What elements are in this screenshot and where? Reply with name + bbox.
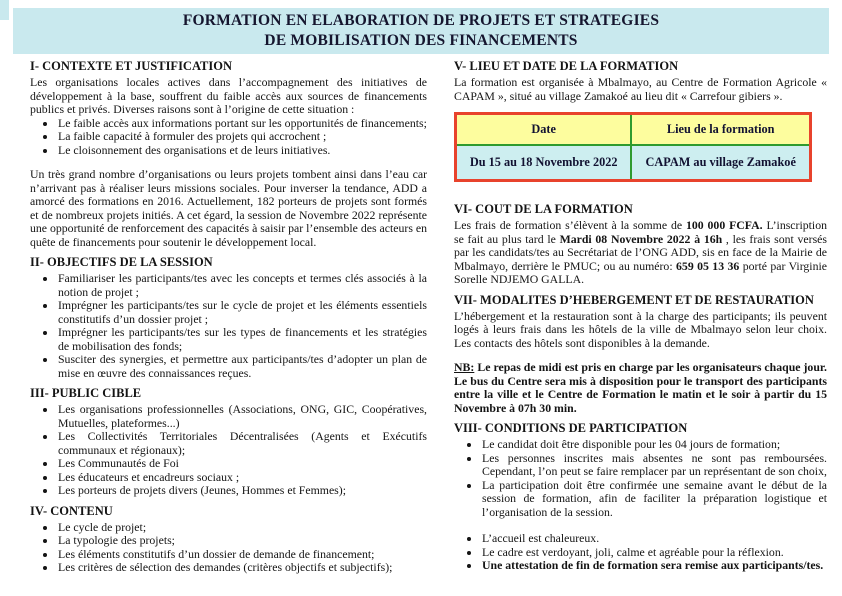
- cout-text: , les frais sont versés par les candidats/tes au Secrétariat de l’ONG ADD, sis en face de la Mairie de Mbalmayo, derrière le PMUC; ou au numéro:: [454, 231, 827, 273]
- bullet-item: • Les personnes inscrites mais absentes ne sont pas remboursées. Cependant, l’on peut se faire remplacer par un représentant de son choix,: [481, 452, 827, 479]
- bullet-item: • L’accueil est chaleureux.: [481, 532, 827, 546]
- list-contexte-raisons: [30, 117, 427, 158]
- cout-text: porté par Virginie Sorelle NDJEMO GALLA.: [454, 258, 827, 286]
- document-title-line2: DE MOBILISATION DES FINANCEMENTS: [264, 32, 578, 49]
- paragraph-lieu-date: La formation est organisée à Mbalmayo, au Centre de Formation Agricole « CAPAM », situé au village Zamakoé au lieu dit « Carrefour gibiers ».: [454, 75, 827, 103]
- bullet-item-attestation: • Une attestation de fin de formation sera remise aux participants/tes.: [481, 559, 827, 573]
- corner-accent-mark: [0, 0, 9, 20]
- bullet-item: • Imprégner les participants/tes sur les types de financements et les stratégies de mobilisation des fonds;: [57, 326, 427, 353]
- heading-lieu-date: V- LIEU ET DATE DE LA FORMATION: [454, 59, 679, 73]
- paragraph-cout: [454, 219, 827, 287]
- list-contenu: [30, 521, 427, 575]
- bullet-item: • Les critères de sélection des demandes (critères objectifs et subjectifs);: [57, 561, 427, 575]
- heading-conditions: VIII- CONDITIONS DE PARTICIPATION: [454, 421, 688, 435]
- heading-hebergement: VII- MODALITES D’HEBERGEMENT ET DE RESTAURATION: [454, 292, 814, 307]
- bullet-item: • La typologie des projets;: [57, 534, 427, 548]
- paragraph-contexte-intro: Les organisations locales actives dans l’accompagnement des initiatives de développement à la base, souffrent du faible accès aux sources de financements publics et privés. Diverses raisons sont à l’origine de cette situation :: [30, 75, 427, 116]
- table-header-row: [456, 114, 811, 146]
- list-objectifs: [30, 272, 427, 380]
- bullet-item: • Le cadre est verdoyant, joli, calme et agréable pour la réflexion.: [481, 546, 827, 560]
- heading-contexte: I- CONTEXTE ET JUSTIFICATION: [30, 59, 233, 73]
- cout-amount: 100 000 FCFA.: [685, 218, 763, 232]
- bullet-item: • Le candidat doit être disponible pour les 04 jours de formation;: [481, 438, 827, 452]
- cout-deadline: Mardi 08 Novembre 2022 à 16h: [559, 231, 723, 246]
- document-title-line1: FORMATION EN ELABORATION DE PROJETS ET STRATEGIES: [182, 12, 660, 29]
- bullet-item: • Les Collectivités Territoriales Décentralisées (Agents et Exécutifs communaux et régionaux);: [57, 430, 427, 457]
- list-avantages: [454, 532, 827, 573]
- bullet-item: • Les éléments constitutifs d’un dossier de demande de financement;: [57, 548, 427, 562]
- left-column: [30, 57, 427, 596]
- table-header-lieu: Lieu de la formation: [631, 114, 810, 146]
- nb-label: NB:: [454, 360, 475, 374]
- bullet-item: • Familiariser les participants/tes avec les concepts et termes clés associés à la notion de projet ;: [57, 272, 427, 299]
- heading-contenu: IV- CONTENU: [30, 503, 113, 518]
- heading-objectifs: II- OBJECTIFS DE LA SESSION: [30, 255, 213, 269]
- document-body: [30, 57, 827, 596]
- paragraph-contexte-suite: Un très grand nombre d’organisations ou leurs projets tombent ainsi dans l’eau car n’arrivant pas à réaliser leurs missions sociales. Pour inverser la tendance, ADD a amorcé des formations en 2016. Actuellement, 182 porteurs de projets sont formés et de nombreux projets initiés. A cet égard, la session de Novembre 2022 représente une opportunité de renforcement des capacités à saisir par l’ensemble des acteurs en quête de financements pour soutenir le développement local.: [30, 167, 427, 249]
- bullet-item: • Susciter des synergies, et permettre aux participants/tes d’adopter un plan de mise en œuvre des connaissances reçues.: [57, 353, 427, 380]
- bullet-item: • Les porteurs de projets divers (Jeunes, Hommes et Femmes);: [57, 484, 427, 498]
- cout-text: L’inscription se fait au plus tard le: [454, 218, 827, 246]
- table-cell-location: CAPAM au village Zamakoé: [631, 145, 810, 181]
- nb-text: Le repas de midi est pris en charge par les organisateurs chaque jour. Le bus du Centre sera mis à disposition pour le transport des participants entre la ville et le Centre de Formation le matin et le soir à partir du 15 Novembre à 07h 30 min.: [454, 360, 827, 415]
- list-public-cible: [30, 403, 427, 498]
- heading-public-cible: III- PUBLIC CIBLE: [30, 386, 142, 400]
- bullet-item: • Le cloisonnement des organisations et de leurs initiatives.: [57, 144, 427, 158]
- paragraph-nb: [454, 361, 827, 415]
- cout-text: Les frais de formation s’élèvent à la somme de: [454, 218, 686, 232]
- table-row: [456, 145, 811, 181]
- bullet-item: • Le cycle de projet;: [57, 521, 427, 535]
- heading-cout: VI- COUT DE LA FORMATION: [454, 202, 633, 216]
- list-conditions: [454, 438, 827, 519]
- bullet-item: • Imprégner les participants/tes sur le cycle de projet et les éléments essentiels constitutifs d’un dossier projet ;: [57, 299, 427, 326]
- schedule-table: [454, 112, 812, 182]
- table-header-date: Date: [456, 114, 632, 146]
- bullet-item: • Les Communautés de Foi: [57, 457, 427, 471]
- cout-phone-number: 659 05 13 36: [676, 258, 740, 273]
- bullet-item: • Le faible accès aux informations portant sur les opportunités de financements;: [57, 117, 427, 131]
- bullet-item: • Les organisations professionnelles (Associations, ONG, GIC, Coopératives, Mutuelles, plateformes...): [57, 403, 427, 430]
- document-title-band: [13, 8, 829, 54]
- paragraph-hebergement: L’hébergement et la restauration sont à la charge des participants; ils peuvent logés à leurs frais dans les hôtels de la ville de Mbalmayo selon leur choix. Les contacts des hôtels sont disponibles à la demande.: [454, 308, 827, 350]
- right-column: [454, 57, 827, 596]
- bullet-item: • La faible capacité à formuler des projets qui accrochent ;: [57, 130, 427, 144]
- bullet-item: • Les éducateurs et encadreurs sociaux ;: [57, 471, 427, 485]
- bullet-item: • La participation doit être confirmée une semaine avant le début de la session de formation, afin de faciliter la préparation logistique et l’organisation de la session.: [481, 479, 827, 520]
- table-cell-date-range: Du 15 au 18 Novembre 2022: [456, 145, 632, 181]
